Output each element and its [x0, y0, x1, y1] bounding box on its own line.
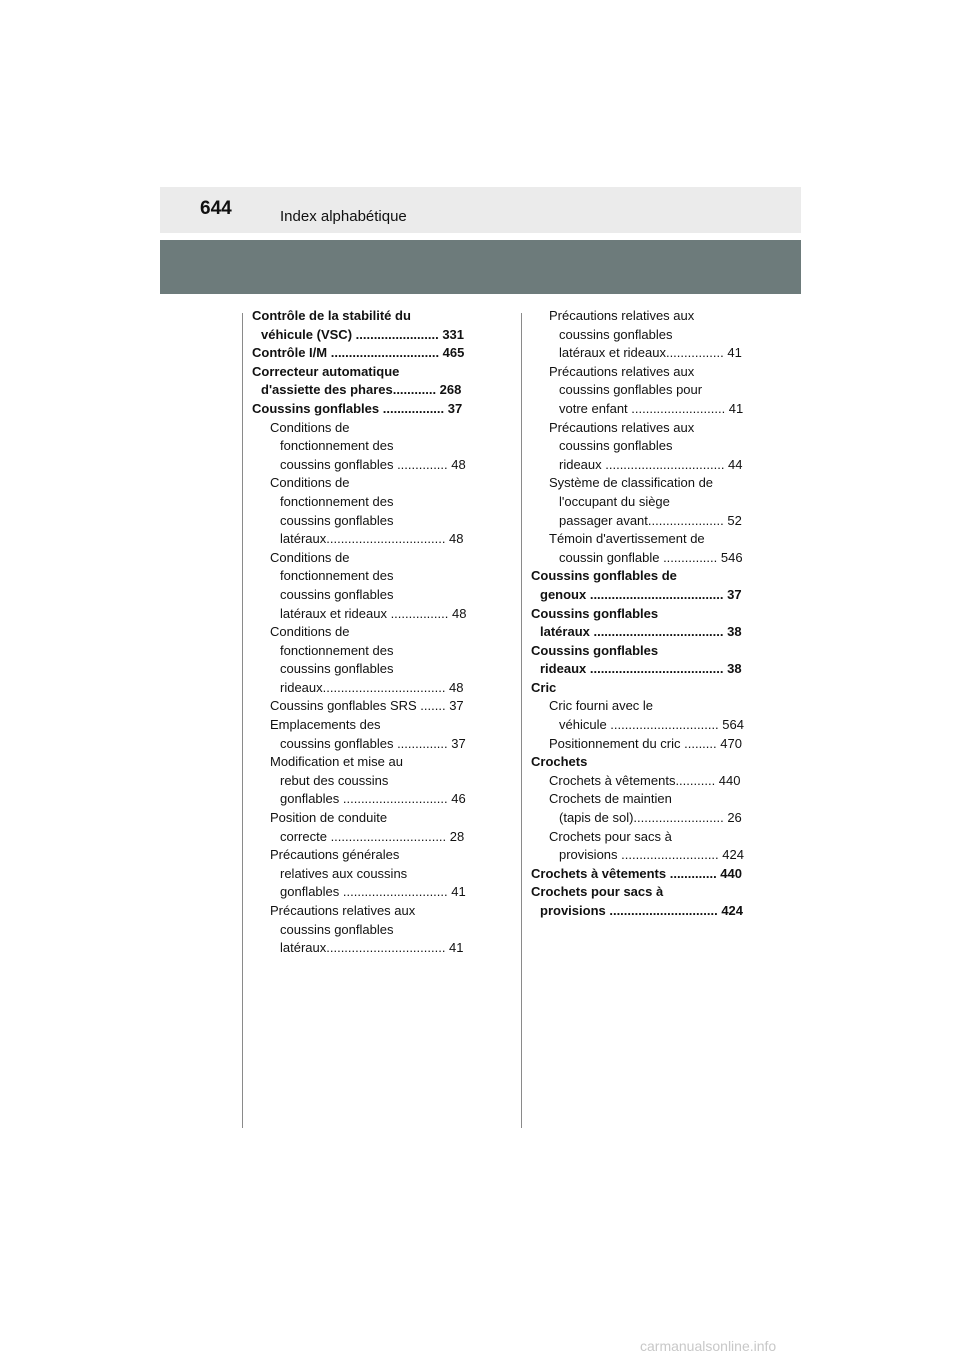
index-subentry: Système de classification de: [549, 475, 714, 491]
index-subentry: Précautions relatives aux: [549, 419, 695, 435]
index-subentry: coussins gonflables: [559, 438, 673, 454]
index-subentry: latéraux................................. 48: [280, 531, 464, 547]
index-subentry: Précautions relatives aux: [270, 903, 416, 918]
header-bar: [160, 187, 801, 233]
index-subentry: coussins gonflables: [280, 512, 394, 528]
index-entry: genoux ..................................... 37: [540, 586, 742, 602]
index-subentry: coussins gonflables: [559, 326, 673, 342]
index-subentry: fonctionnement des: [280, 438, 394, 454]
index-subentry: Modification et mise au: [270, 754, 403, 770]
index-subentry: Précautions relatives aux: [549, 308, 695, 323]
index-entry: véhicule (VSC) ....................... 331: [261, 326, 465, 342]
index-subentry: coussins gonflables .............. 48: [280, 456, 466, 472]
index-subentry: coussins gonflables pour: [559, 382, 703, 398]
page-number: 644: [200, 198, 232, 219]
index-subentry: rideaux ................................. 44: [559, 456, 743, 472]
section-title: Index alphabétique: [280, 208, 407, 225]
index-subentry: fonctionnement des: [280, 493, 394, 509]
index-subentry: provisions ........................... 424: [559, 847, 744, 863]
index-subentry: Crochets à vêtements........... 440: [549, 772, 741, 788]
index-entry: d'assiette des phares............ 268: [261, 382, 462, 398]
index-entry: Coussins gonflables: [531, 605, 659, 621]
index-subentry: Emplacements des: [270, 717, 381, 733]
index-subentry: Conditions de: [270, 419, 350, 435]
index-subentry: Coussins gonflables SRS ....... 37: [270, 698, 464, 714]
index-subentry: latéraux et rideaux................ 41: [559, 345, 742, 361]
index-entry: Coussins gonflables: [531, 642, 659, 658]
watermark-text: carmanualsonline.info: [640, 1338, 777, 1354]
index-subentry: Précautions générales: [270, 847, 400, 863]
index-subentry: gonflables ............................. 46: [280, 791, 466, 807]
index-subentry: véhicule .............................. 564: [559, 717, 744, 733]
index-subentry: Conditions de: [270, 624, 350, 640]
index-subentry: (tapis de sol)......................... 26: [559, 810, 742, 826]
index-entry: provisions .............................. 424: [540, 903, 744, 918]
index-entry: Cric: [531, 679, 557, 695]
index-subentry: gonflables ............................. 41: [280, 884, 466, 900]
index-subentry: votre enfant .......................... 41: [559, 400, 744, 416]
index-subentry: Conditions de: [270, 549, 350, 565]
index-entry: rideaux ..................................... 38: [540, 661, 742, 677]
index-subentry: coussin gonflable ............... 546: [559, 549, 743, 565]
index-entry: Contrôle de la stabilité du: [252, 308, 411, 323]
index-entry: Crochets à vêtements ............. 440: [531, 865, 742, 881]
left-column-divider: [242, 313, 243, 1128]
header-band: [160, 240, 801, 294]
index-entry: Contrôle I/M .............................. 465: [252, 345, 465, 361]
index-subentry: l'occupant du siège: [559, 493, 670, 509]
index-subentry: latéraux et rideaux ................ 48: [280, 605, 467, 621]
index-subentry: Témoin d'avertissement de: [549, 531, 705, 547]
index-subentry: rebut des coussins: [280, 772, 389, 788]
index-column-left: [252, 307, 472, 958]
index-subentry: coussins gonflables: [280, 586, 394, 602]
index-entry: latéraux .................................... 38: [540, 624, 742, 640]
index-subentry: Position de conduite: [270, 810, 388, 826]
index-entry: Coussins gonflables de: [531, 568, 677, 584]
index-subentry: latéraux................................. 41: [280, 940, 464, 956]
index-subentry: Crochets de maintien: [549, 791, 672, 807]
index-subentry: Crochets pour sacs à: [549, 828, 672, 844]
index-subentry: coussins gonflables: [280, 921, 394, 937]
index-subentry: passager avant..................... 52: [559, 512, 742, 528]
index-subentry: Cric fourni avec le: [549, 698, 654, 714]
index-subentry: correcte ................................ 28: [280, 828, 465, 844]
index-subentry: fonctionnement des: [280, 568, 394, 584]
index-entry: Crochets: [531, 754, 588, 770]
index-subentry: coussins gonflables: [280, 661, 394, 677]
index-subentry: Positionnement du cric ......... 470: [549, 735, 742, 751]
index-subentry: Conditions de: [270, 475, 350, 491]
index-subentry: Précautions relatives aux: [549, 363, 695, 379]
index-subentry: rideaux.................................. 48: [280, 679, 464, 695]
index-column-right: [531, 307, 751, 921]
index-subentry: fonctionnement des: [280, 642, 394, 658]
index-entry: Crochets pour sacs à: [531, 884, 664, 900]
index-subentry: coussins gonflables .............. 37: [280, 735, 466, 751]
index-entry: Coussins gonflables ................. 37: [252, 400, 463, 416]
middle-column-divider: [521, 313, 522, 1128]
index-subentry: relatives aux coussins: [280, 865, 408, 881]
index-entry: Correcteur automatique: [252, 363, 400, 379]
